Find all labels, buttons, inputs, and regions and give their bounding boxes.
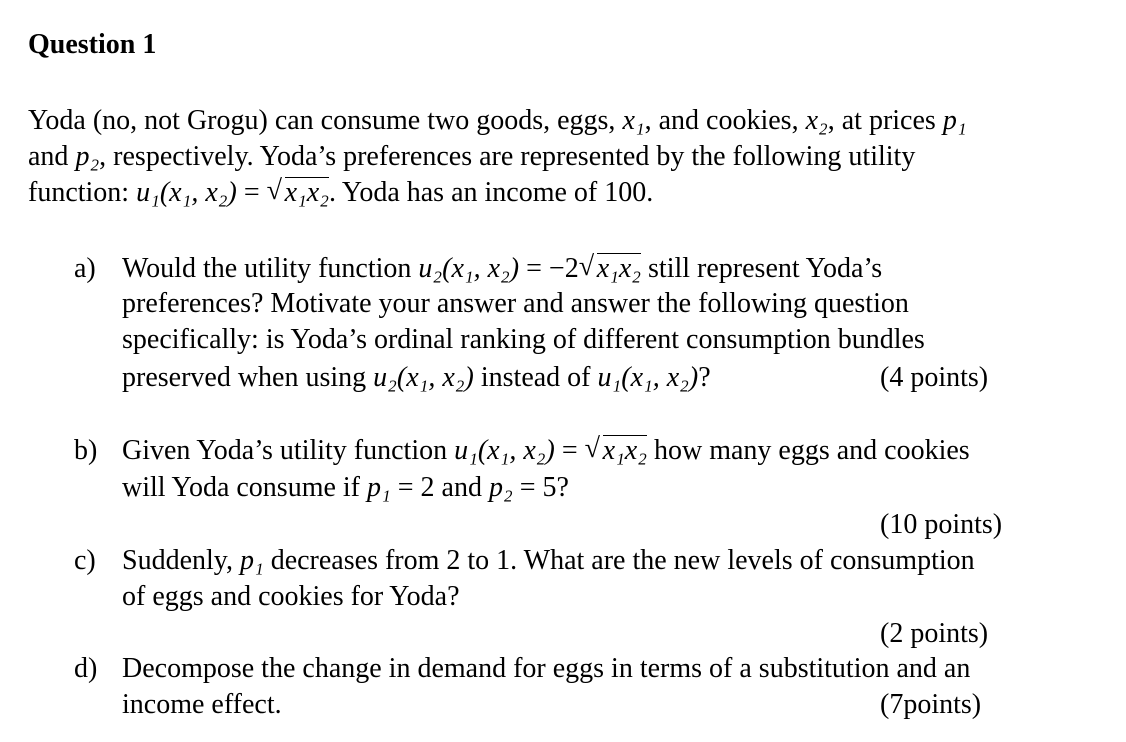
question-c-line-2: of eggs and cookies for Yoda? — [122, 581, 460, 612]
equals-sign: = — [554, 435, 585, 466]
utility-function-u2: u₂(x₁, x₂) — [373, 362, 474, 393]
question-c-points: (2 points) — [880, 618, 989, 649]
question-a-label: a) — [74, 253, 96, 284]
question-text: Given Yoda’s utility function — [122, 435, 455, 466]
utility-function-u1: u₁(x₁, x₂) — [136, 177, 237, 208]
question-c-label: c) — [74, 545, 96, 576]
math-p1: p₁ — [367, 472, 391, 503]
math-x2: x₂ — [805, 105, 828, 136]
question-d-line-2: income effect. — [122, 689, 282, 720]
math-x1: x₁ — [622, 105, 645, 136]
utility-function-u1: u₁(x₁, x₂) — [454, 435, 555, 466]
radicand: x₁x₂ — [596, 253, 642, 284]
radicand: x₁x₂ — [602, 435, 647, 466]
intro-text: Yoda (no, not Grogu) can consume two goods, eggs, — [28, 105, 623, 136]
radical-sign: √ — [584, 433, 601, 464]
question-text: = 2 and — [390, 472, 489, 503]
utility-function-u1: u₁(x₁, x₂) — [597, 362, 699, 393]
equals-sign: = −2 — [519, 253, 579, 284]
intro-text: , and cookies, — [644, 105, 806, 136]
question-text: preserved when using — [122, 362, 374, 393]
question-b-line-1 — [122, 434, 970, 468]
math-p2: p₂ — [75, 141, 100, 172]
question-a-points: (4 points) — [880, 362, 989, 393]
question-a-line-2: preferences? Motivate your answer and answer the following question — [122, 288, 909, 319]
intro-text: function: — [28, 177, 137, 208]
intro-text: and — [28, 141, 76, 172]
question-d-points: (7points) — [880, 689, 982, 720]
math-p1: p₁ — [239, 545, 264, 576]
question-text: ? — [698, 362, 711, 393]
intro-text: , respectively. Yoda’s preferences are represented by the following utility — [99, 141, 916, 172]
question-a-line-4 — [122, 361, 711, 395]
question-heading: Question 1 — [28, 29, 157, 60]
question-text: instead of — [473, 362, 598, 393]
radicand: x₁x₂ — [284, 177, 329, 208]
question-b-line-2 — [122, 471, 569, 505]
intro-text: . Yoda has an income of 100. — [328, 177, 654, 208]
question-a-line-3: specifically: is Yoda’s ordinal ranking of different consumption bundles — [122, 324, 925, 355]
question-text: still represent Yoda’s — [641, 253, 883, 284]
question-text: Would the utility function — [122, 253, 419, 284]
question-a-line-1 — [122, 252, 882, 286]
question-text: how many eggs and cookies — [646, 435, 970, 466]
radical-sign: √ — [578, 251, 595, 282]
square-root — [267, 176, 329, 210]
math-p2: p₂ — [488, 472, 513, 503]
intro-line-2 — [28, 140, 915, 174]
question-b-label: b) — [74, 435, 98, 466]
square-root — [579, 252, 641, 286]
equals-sign: = — [236, 177, 267, 208]
radical-sign: √ — [266, 175, 282, 206]
square-root — [585, 434, 647, 468]
question-text: decreases from 2 to 1. What are the new levels of consumption — [263, 545, 975, 576]
intro-line-3 — [28, 176, 653, 210]
intro-text: , at prices — [827, 105, 943, 136]
utility-function-u2: u₂(x₁, x₂) — [418, 253, 520, 284]
question-text: Suddenly, — [122, 545, 240, 576]
math-p1: p₁ — [942, 105, 967, 136]
question-c-line-1 — [122, 544, 975, 578]
question-d-line-1: Decompose the change in demand for eggs in terms of a substitution and an — [122, 653, 971, 684]
intro-line-1 — [28, 104, 967, 138]
question-text: will Yoda consume if — [122, 472, 367, 503]
question-text: = 5? — [512, 472, 569, 503]
question-b-points: (10 points) — [880, 509, 1003, 540]
question-d-label: d) — [74, 653, 98, 684]
